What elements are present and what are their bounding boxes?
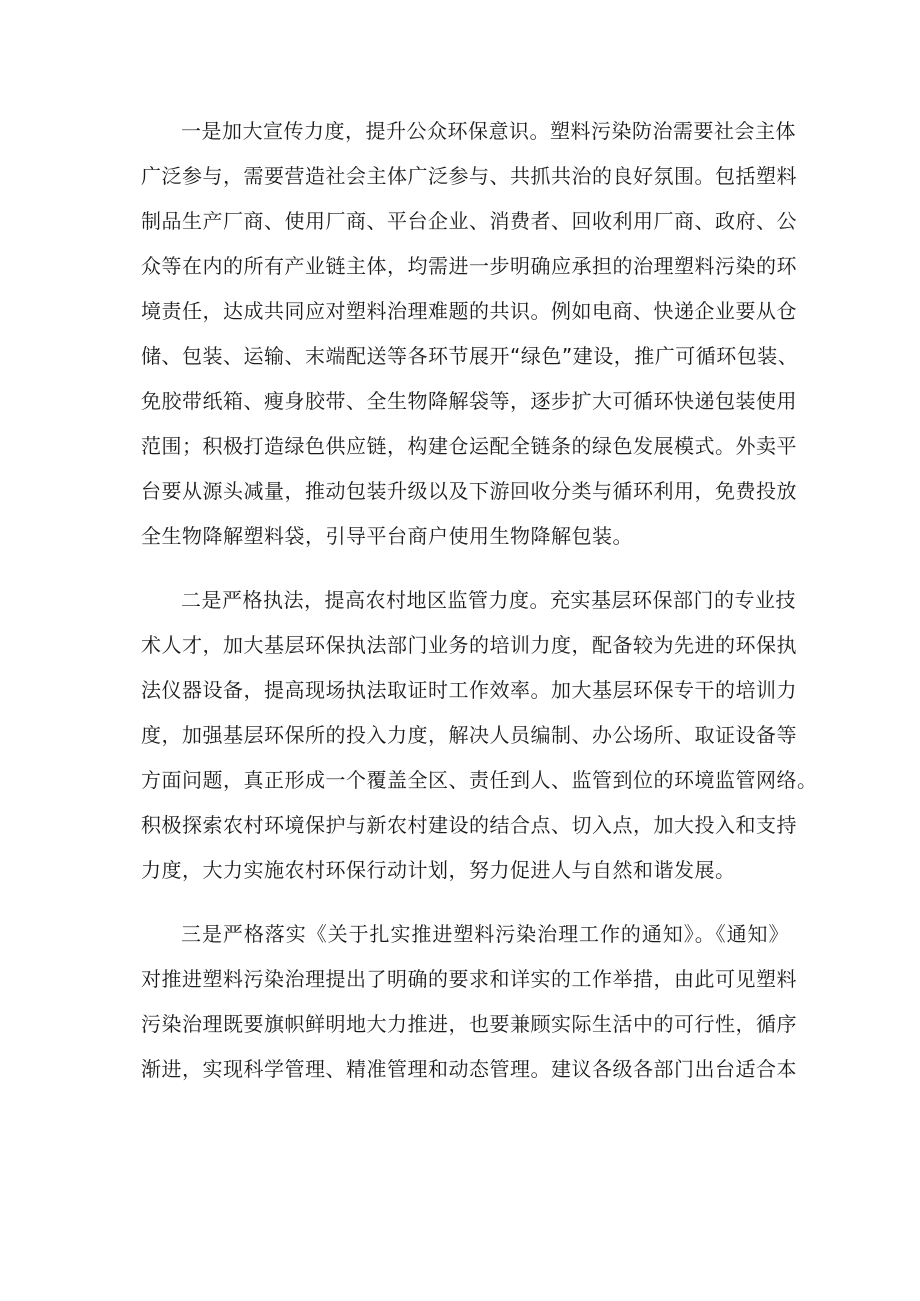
paragraph-line: 积极探索农村环境保护与新农村建设的结合点、切入点，加大投入和支持 <box>141 813 797 837</box>
paragraph-line: 范围；积极打造绿色供应链，构建仓运配全链条的绿色发展模式。外卖平 <box>141 434 797 458</box>
document-page <box>141 109 818 1111</box>
paragraph-line: 储、包装、运输、末端配送等各环节展开“绿色”建设，推广可循环包装、 <box>141 344 799 368</box>
paragraph-line: 对推进塑料污染治理提出了明确的要求和详实的工作举措，由此可见塑料 <box>141 967 797 991</box>
paragraph-line: 广泛参与，需要营造社会主体广泛参与、共抓共治的良好氛围。包括塑料 <box>141 164 797 188</box>
paragraph-line: 免胶带纸箱、瘦身胶带、全生物降解袋等，逐步扩大可循环快递包装使用 <box>141 389 797 413</box>
paragraph-line: 制品生产厂商、使用厂商、平台企业、消费者、回收利用厂商、政府、公 <box>141 209 797 233</box>
paragraph-line: 台要从源头减量，推动包装升级以及下游回收分类与循环利用，免费投放 <box>141 479 797 503</box>
paragraph-line: 度，加强基层环保所的投入力度，解决人员编制、办公场所、取证设备等 <box>141 723 797 747</box>
paragraph-line: 术人才，加大基层环保执法部门业务的培训力度，配备较为先进的环保执 <box>141 633 797 657</box>
paragraph-1 <box>141 109 799 559</box>
paragraph-line: 众等在内的所有产业链主体，均需进一步明确应承担的治理塑料污染的环 <box>141 254 797 278</box>
paragraph-line: 三是严格落实《关于扎实推进塑料污染治理工作的通知》。《通知》 <box>181 922 789 946</box>
paragraph-line: 力度，大力实施农村环保行动计划，努力促进人与自然和谐发展。 <box>141 858 736 882</box>
paragraph-line: 一是加大宣传力度，提升公众环保意识。塑料污染防治需要社会主体 <box>181 119 796 143</box>
paragraph-line: 法仪器设备，提高现场执法取证时工作效率。加大基层环保专干的培训力 <box>141 678 797 702</box>
paragraph-line: 渐进，实现科学管理、精准管理和动态管理。建议各级各部门出台适合本 <box>141 1057 797 1081</box>
paragraph-3 <box>141 912 797 1092</box>
paragraph-line: 方面问题，真正形成一个覆盖全区、责任到人、监管到位的环境监管网络。 <box>141 768 818 792</box>
paragraph-line: 污染治理既要旗帜鲜明地大力推进，也要兼顾实际生活中的可行性，循序 <box>141 1012 797 1036</box>
paragraph-2 <box>141 578 818 893</box>
paragraph-line: 全生物降解塑料袋，引导平台商户使用生物降解包装。 <box>141 524 633 548</box>
paragraph-line: 境责任，达成共同应对塑料治理难题的共识。例如电商、快递企业要从仓 <box>141 299 797 323</box>
paragraph-line: 二是严格执法，提高农村地区监管力度。充实基层环保部门的专业技 <box>181 588 796 612</box>
